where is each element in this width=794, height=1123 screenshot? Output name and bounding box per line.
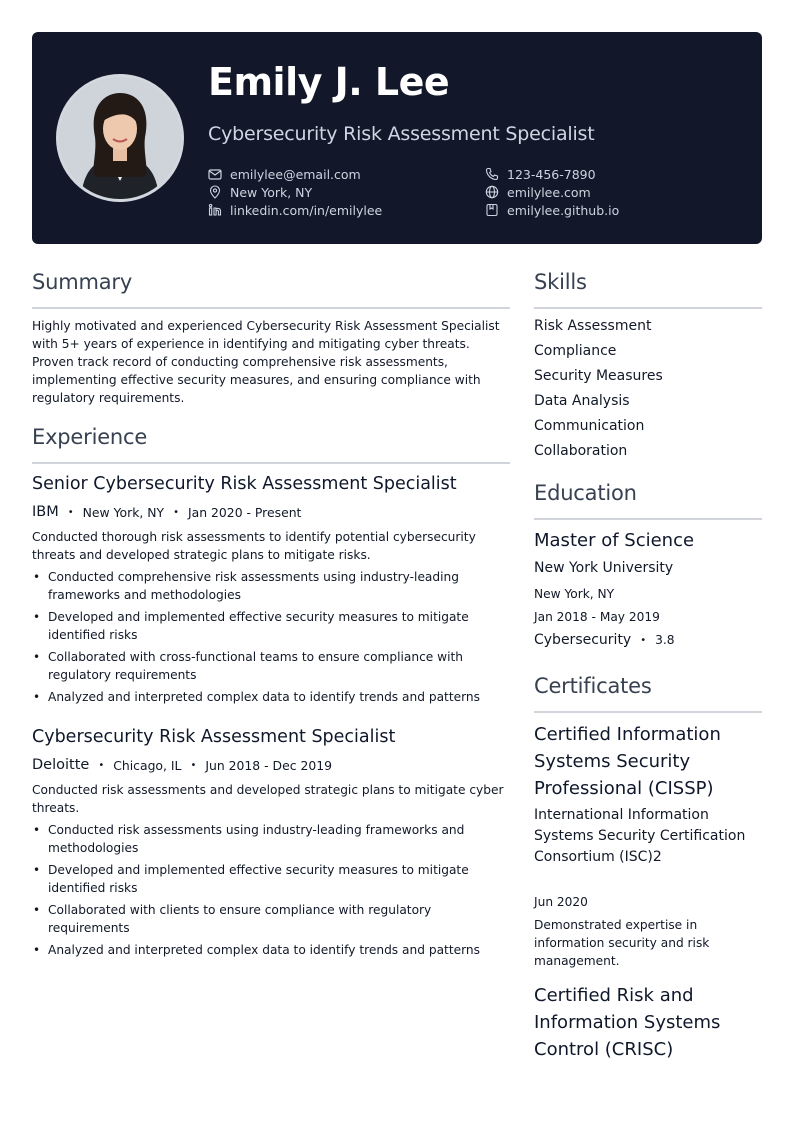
- list-item: • Collaborated with cross-functional teams to ensure compliance with regulatory requirements: [33, 650, 464, 682]
- bullet-dot: •: [33, 903, 41, 917]
- contact-phone[interactable]: [485, 165, 596, 183]
- job-meta: [32, 757, 332, 773]
- education-degree: Master of Science: [534, 530, 695, 551]
- job-location: New York, NY: [82, 504, 165, 520]
- certificate-name: Certified Information Systems Security Professional (CISSP): [534, 724, 721, 799]
- contact-email[interactable]: [208, 165, 361, 183]
- skill-item: Risk Assessment: [534, 318, 652, 334]
- job-description: Conducted thorough risk assessments to identify potential cybersecurity threats and developed strategic plans to mitigate risks.: [32, 530, 476, 562]
- certificate-issuer: International Information Systems Security Certification Consortium (ISC)2: [534, 807, 746, 865]
- job-bullets: [32, 568, 502, 710]
- list-item: • Developed and implemented effective security measures to mitigate identified risks: [33, 610, 469, 642]
- skills-divider: [534, 307, 762, 309]
- linkedin-icon: [208, 203, 222, 217]
- experience-heading: Experience: [32, 425, 148, 449]
- skill-item: Data Analysis: [534, 393, 630, 409]
- bullet-dot: •: [33, 650, 41, 664]
- separator-dot: •: [98, 759, 105, 771]
- skill-item: Compliance: [534, 343, 617, 359]
- certificates-divider: [534, 711, 762, 713]
- list-item: • Collaborated with clients to ensure compliance with regulatory requirements: [33, 903, 432, 935]
- skills-heading: Skills: [534, 270, 587, 294]
- certificates-heading: Certificates: [534, 674, 652, 698]
- website-text[interactable]: emilylee.com: [507, 184, 591, 200]
- candidate-name: Emily J. Lee: [208, 60, 450, 104]
- mail-icon: [208, 167, 222, 181]
- phone-icon: [485, 167, 499, 181]
- github-text[interactable]: emilylee.github.io: [507, 202, 620, 218]
- separator-dot: •: [67, 506, 74, 518]
- email-text[interactable]: emilylee@email.com: [230, 166, 361, 182]
- job-dates: Jun 2018 - Dec 2019: [205, 757, 332, 773]
- contact-location: [208, 183, 312, 201]
- bullet-dot: •: [33, 823, 41, 837]
- job-company: Deloitte: [32, 757, 90, 773]
- github-icon: [485, 203, 499, 217]
- job-description: Conducted risk assessments and developed strategic plans to mitigate cyber threats.: [32, 783, 504, 815]
- summary-text: Highly motivated and experienced Cybersecurity Risk Assessment Specialist with 5+ years of experience in identifying and mitigating cyber threats. Proven track record of conducting comprehensive risk assessments, implementing effective security measures, and ensuring compliance with regulatory requirements.: [32, 319, 500, 405]
- list-item: • Analyzed and interpreted complex data to identify trends and patterns: [33, 943, 480, 957]
- education-dates: Jan 2018 - May 2019: [534, 610, 660, 624]
- skill-item: Security Measures: [534, 368, 663, 384]
- bullet-dot: •: [33, 570, 41, 584]
- certificate-name: Certified Risk and Information Systems Control (CRISC): [534, 985, 721, 1060]
- phone-text[interactable]: 123-456-7890: [507, 166, 596, 182]
- location-text: New York, NY: [230, 184, 313, 200]
- education-school: New York University: [534, 560, 674, 576]
- bullet-dot: •: [33, 863, 41, 877]
- linkedin-text[interactable]: linkedin.com/in/emilylee: [230, 202, 383, 218]
- job-title: Cybersecurity Risk Assessment Specialist: [32, 727, 396, 747]
- education-location: New York, NY: [534, 587, 615, 601]
- list-item: • Analyzed and interpreted complex data to identify trends and patterns: [33, 690, 480, 704]
- separator-dot: •: [173, 506, 179, 518]
- separator-dot: •: [190, 759, 197, 771]
- job-title: Senior Cybersecurity Risk Assessment Specialist: [32, 474, 457, 494]
- candidate-title: Cybersecurity Risk Assessment Specialist: [208, 123, 595, 145]
- location-pin-icon: [208, 185, 222, 199]
- bullet-dot: •: [33, 690, 41, 704]
- education-field: Cybersecurity: [534, 632, 632, 648]
- contact-github[interactable]: [485, 201, 619, 219]
- contact-website[interactable]: [485, 183, 591, 201]
- list-item: • Conducted risk assessments using industry-leading frameworks and methodologies: [33, 823, 465, 855]
- certificate-description: Demonstrated expertise in information security and risk management.: [534, 918, 710, 968]
- globe-icon: [485, 185, 499, 199]
- separator-dot: •: [640, 634, 647, 646]
- education-divider: [534, 518, 762, 520]
- experience-divider: [32, 462, 510, 464]
- education-heading: Education: [534, 481, 637, 505]
- job-location: Chicago, IL: [113, 757, 182, 773]
- job-company: IBM: [32, 504, 59, 520]
- bullet-dot: •: [33, 610, 41, 624]
- list-item: • Developed and implemented effective security measures to mitigate identified risks: [33, 863, 469, 895]
- job-bullets: [32, 821, 502, 963]
- profile-photo: [56, 74, 184, 202]
- summary-divider: [32, 307, 510, 309]
- contact-linkedin[interactable]: [208, 201, 382, 219]
- skill-item: Collaboration: [534, 443, 628, 459]
- job-dates: Jan 2020 - Present: [188, 504, 302, 520]
- skill-item: Communication: [534, 418, 645, 434]
- education-gpa: 3.8: [655, 633, 675, 647]
- certificate-date: Jun 2020: [534, 895, 588, 909]
- list-item: • Conducted comprehensive risk assessments using industry-leading frameworks and methodologies: [33, 570, 459, 602]
- resume-header: [32, 32, 762, 244]
- bullet-dot: •: [33, 943, 41, 957]
- education-field-gpa: [534, 632, 675, 648]
- job-meta: [32, 504, 301, 520]
- summary-heading: Summary: [32, 270, 133, 294]
